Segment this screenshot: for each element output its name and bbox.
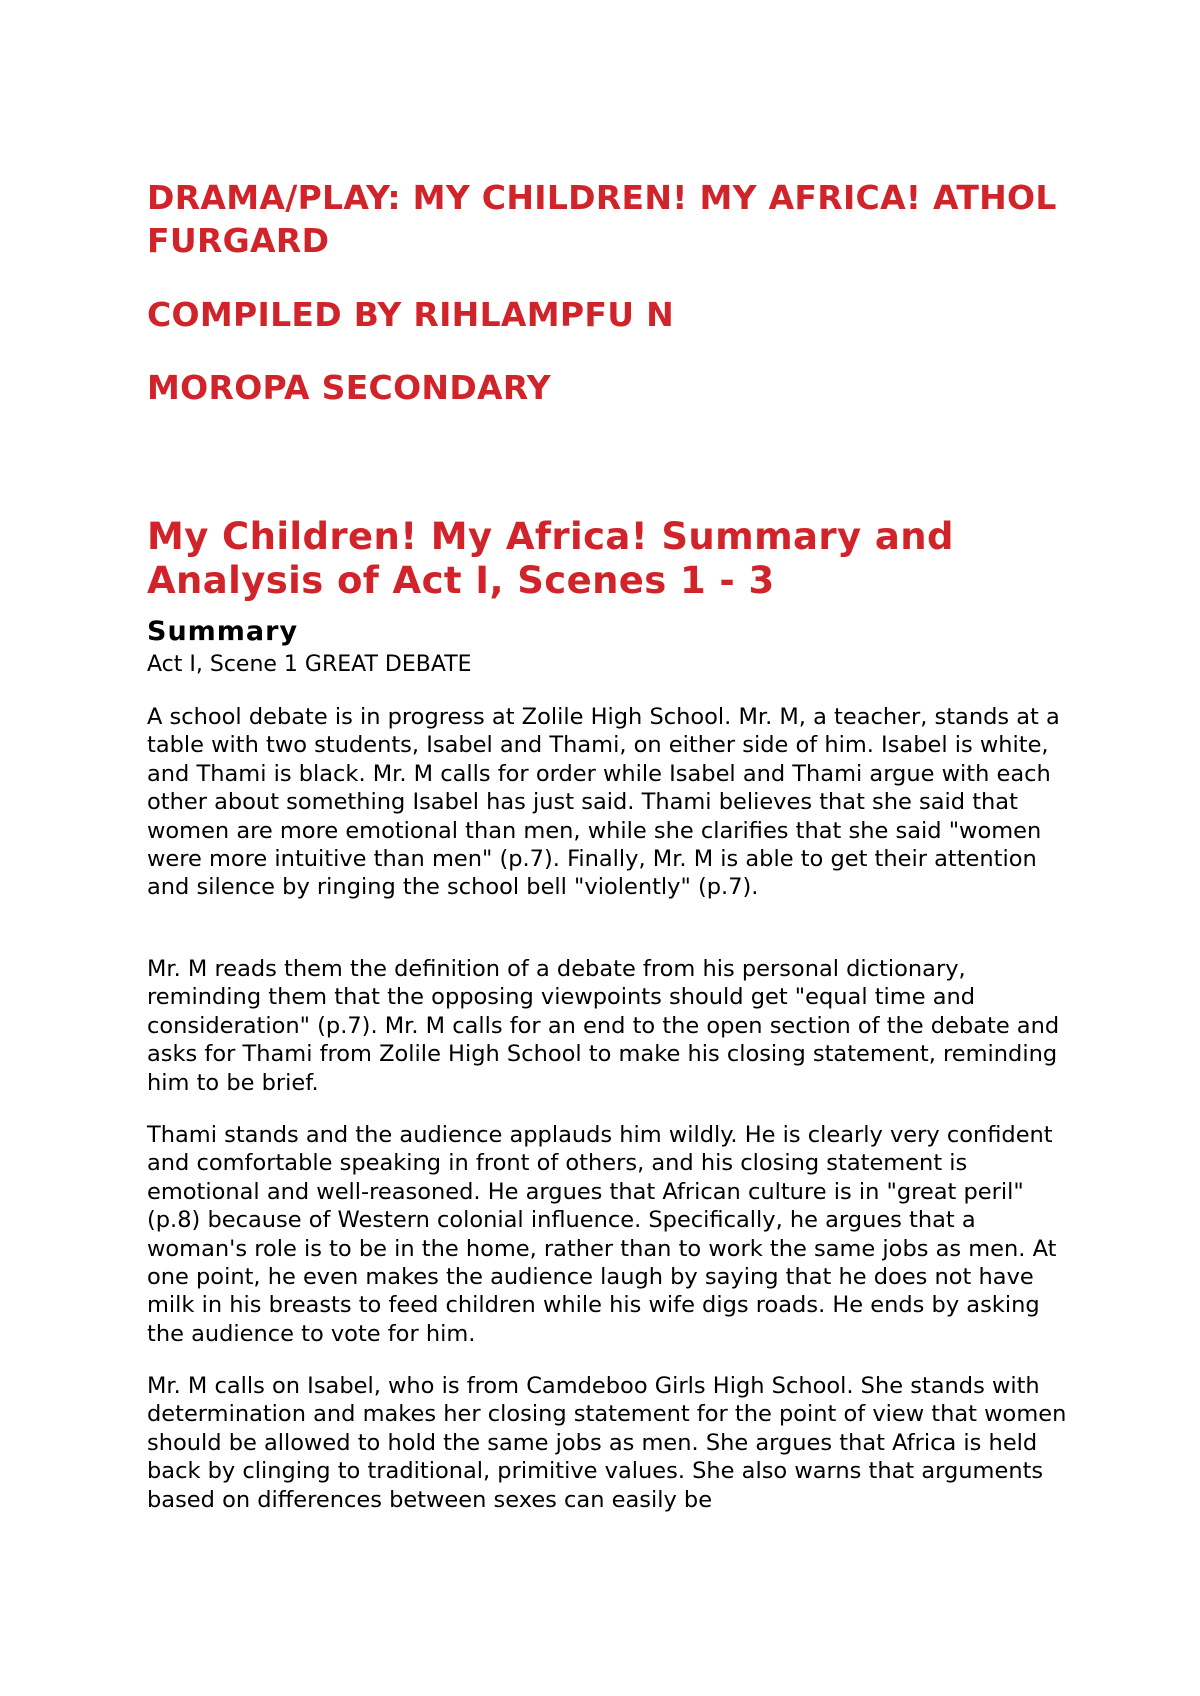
summary-heading: Summary [147, 616, 299, 647]
summary-paragraph: Mr. M calls on Isabel, who is from Camdeboo Girls High School. She stands with determination and makes her closing statement for the point of view that women should be allowed to hold the same jobs as men. She argues that Africa is held back by clinging to traditional, primitive values. She also warns that arguments based on differences between sexes can easily be [147, 1373, 1067, 1513]
summary-paragraph: Thami stands and the audience applauds him wildly. He is clearly very confident and comfortable speaking in front of others, and his closing statement is emotional and well-reasoned. He argues that African culture is in "great peril" (p.8) because of Western colonial influence. Specifically, he argues that a woman's role is to be in the home, rather than to work the same jobs as men. At one point, he even makes the audience laugh by saying that he does not have milk in his breasts to feed children while his wife digs roads. He ends by asking the audience to vote for him. [147, 1122, 1057, 1347]
summary-paragraph: A school debate is in progress at Zolile High School. Mr. M, a teacher, stands at a table with two students, Isabel and Thami, on either side of him. Isabel is white, and Thami is black. Mr. M calls for order while Isabel and Thami argue with each other about something Isabel has just said. Thami believes that she said that women are more emotional than men, while she clarifies that she said "women were more intuitive than men" (p.7). Finally, Mr. M is able to get their attention and silence by ringing the school bell "violently" (p.7). [147, 704, 1060, 901]
compiler-heading: COMPILED BY RIHLAMPFU N [147, 295, 675, 334]
play-title-heading: DRAMA/PLAY: MY CHILDREN! MY AFRICA! ATHOL FURGARD [147, 178, 1057, 260]
school-heading: MOROPA SECONDARY [147, 368, 551, 407]
summary-paragraph: Mr. M reads them the definition of a debate from his personal dictionary, reminding them that the opposing viewpoints should get "equal time and consideration" (p.7). Mr. M calls for an end to the open section of the debate and asks for Thami from Zolile High School to make his closing statement, reminding him to be brief. [147, 956, 1060, 1096]
article-title: My Children! My Africa! Summary and Analysis of Act I, Scenes 1 - 3 [147, 515, 954, 602]
scene-label: Act I, Scene 1 GREAT DEBATE [147, 652, 472, 677]
